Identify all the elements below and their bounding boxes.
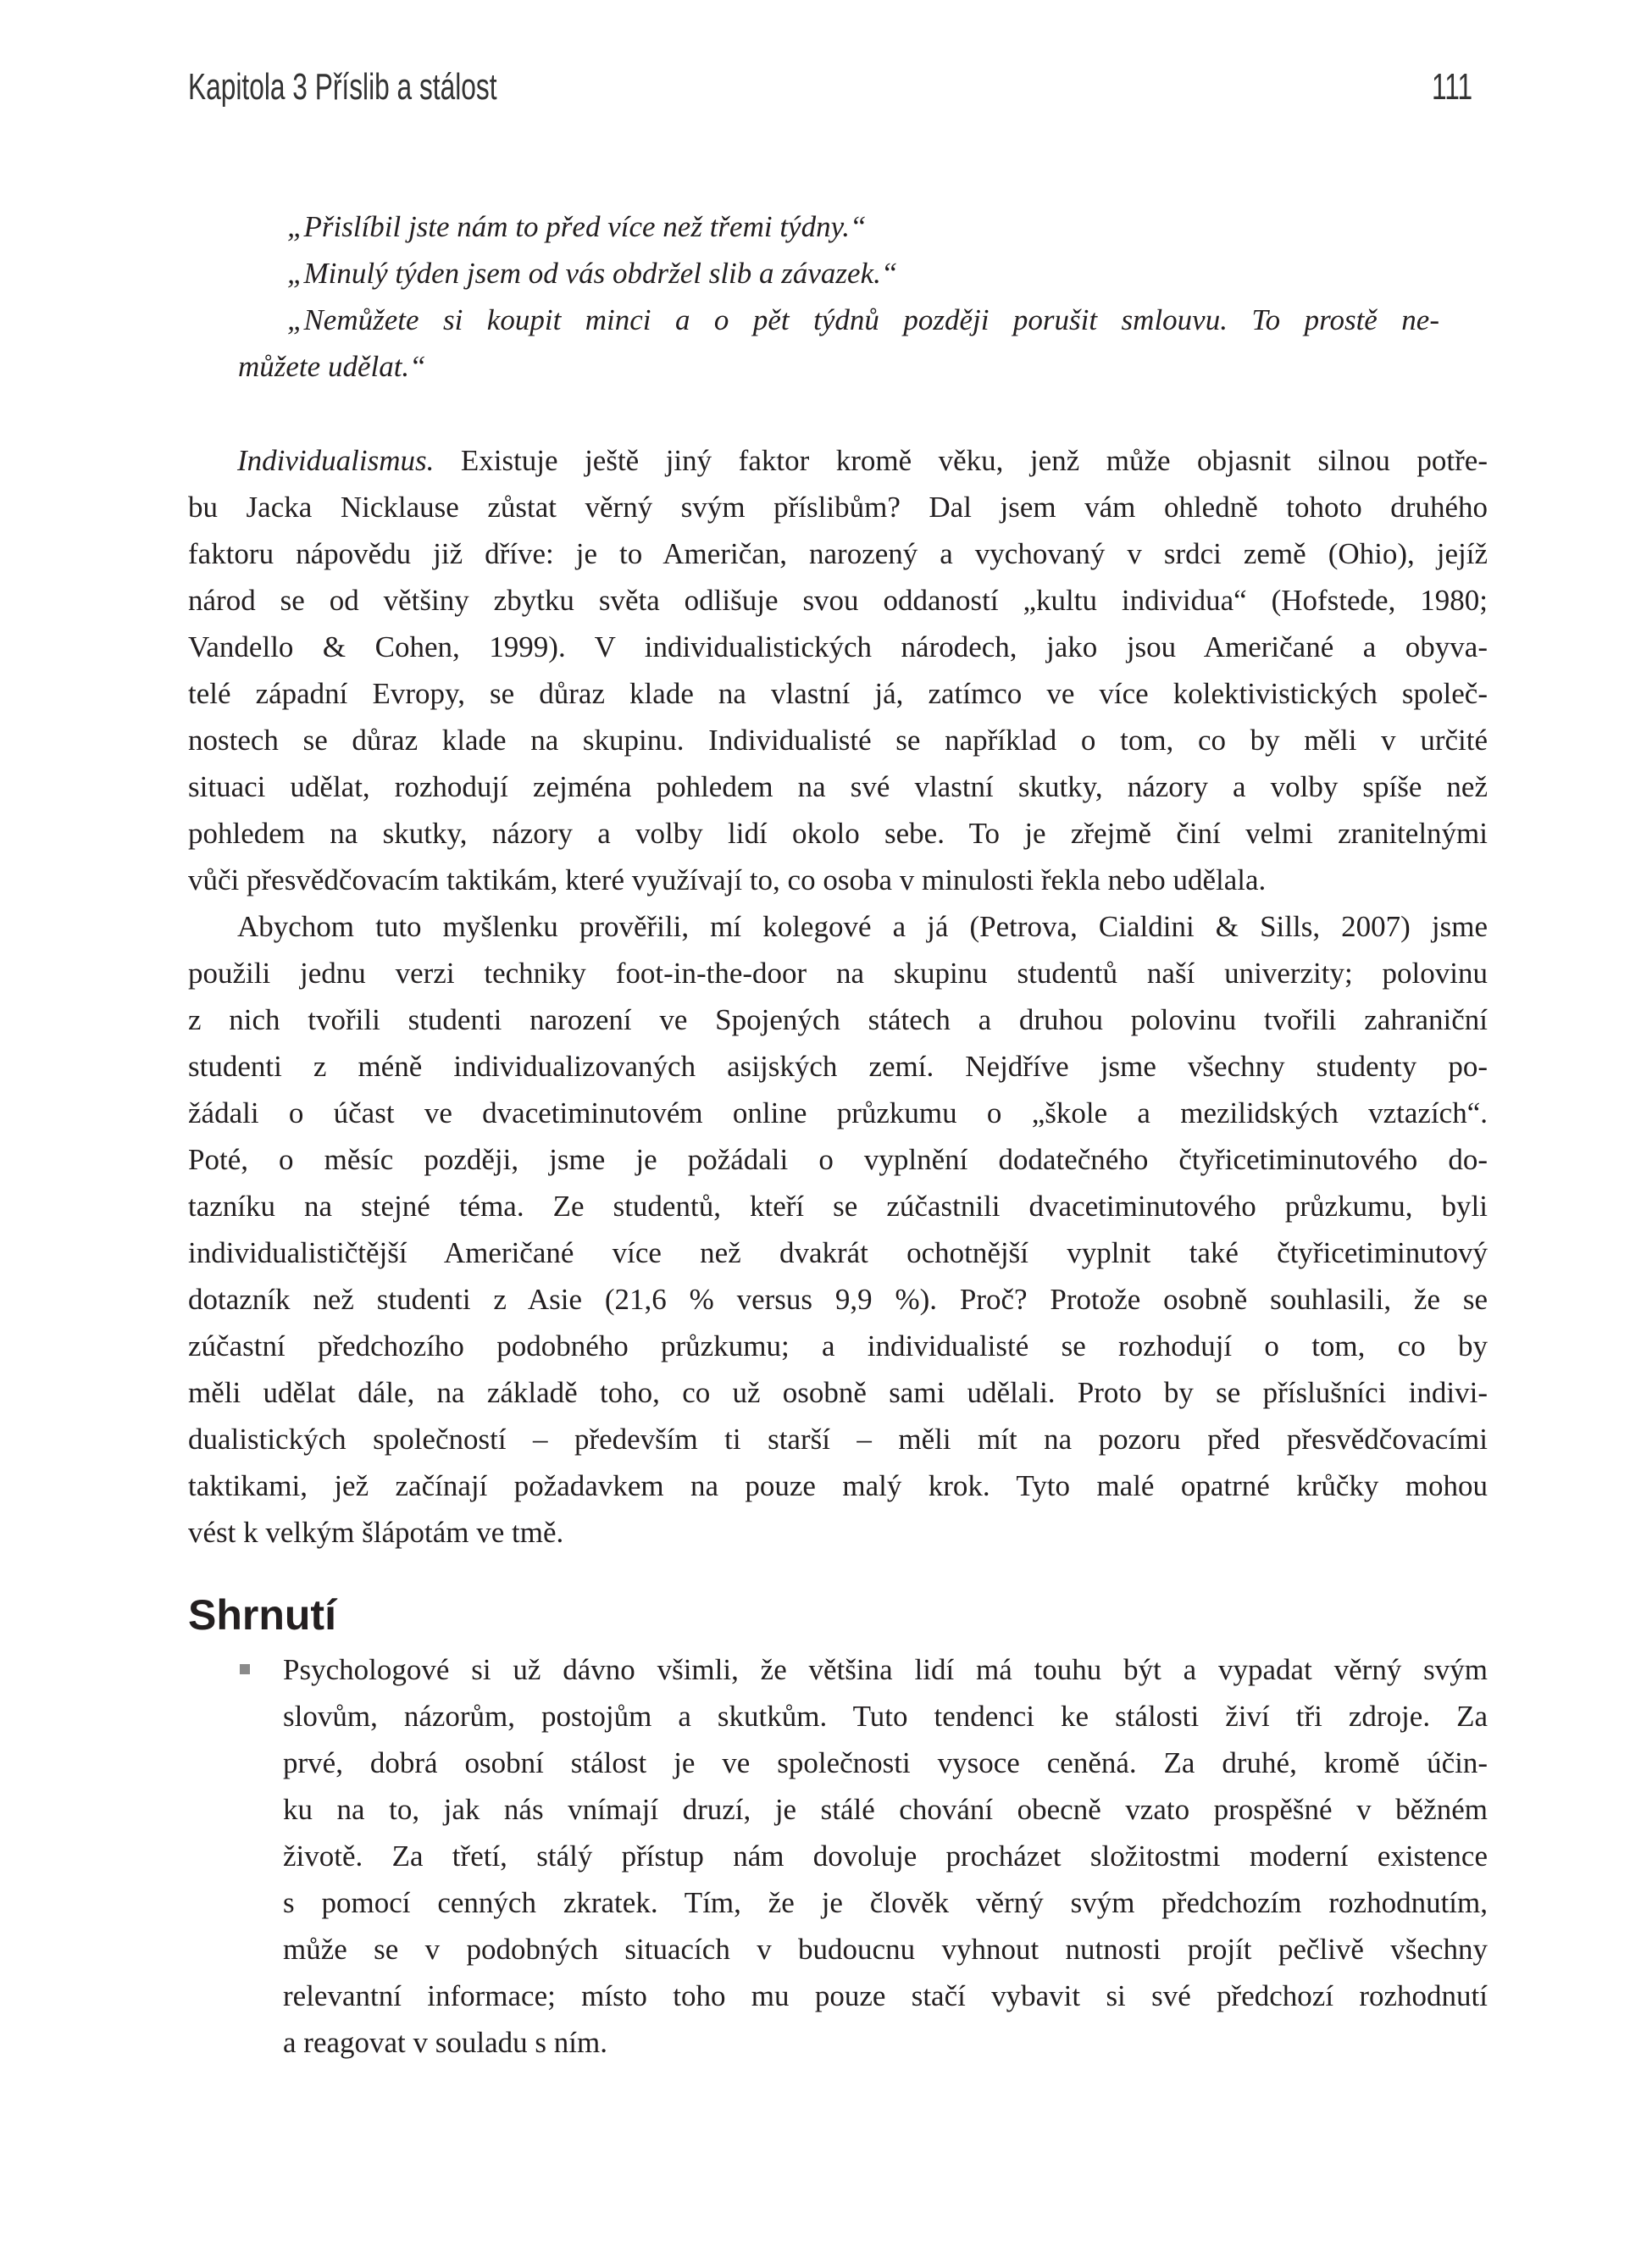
body-line: taktikami, jež začínají požadavkem na pouze malý krok. Tyto malé opatrné krůčky mohou	[188, 1469, 1488, 1502]
body-line: měli udělat dále, na základě toho, co už osobně sami udělali. Proto by se příslušníci indivi-	[188, 1376, 1488, 1409]
summary-heading: Shrnutí	[188, 1591, 336, 1639]
body-line: bu Jacka Nicklause zůstat věrný svým příslibům? Dal jsem vám ohledně tohoto druhého	[188, 491, 1488, 524]
summary-line: Psychologové si už dávno všimli, že většina lidí má touhu být a vypadat věrný svým	[283, 1653, 1488, 1686]
quote-line: můžete udělat.“	[238, 350, 426, 383]
body-line: národ se od většiny zbytku světa odlišuje svou oddaností „kultu individua“ (Hofstede, 1980;	[188, 584, 1488, 617]
quote-line: „Minulý týden jsem od vás obdržel slib a závazek.“	[287, 257, 898, 290]
page-number: 111	[1432, 66, 1473, 108]
square-bullet-icon	[240, 1664, 250, 1674]
summary-line: prvé, dobrá osobní stálost je ve společnosti vysoce ceněná. Za druhé, kromě účin-	[283, 1746, 1488, 1779]
quotes-block	[238, 203, 1439, 390]
body-line: situaci udělat, rozhodují zejména pohledem na své vlastní skutky, názory a volby spíše než	[188, 770, 1488, 803]
body-line: Poté, o měsíc později, jsme je požádali o vyplnění dodatečného čtyřicetiminutového do-	[188, 1143, 1488, 1176]
body-line: zúčastní předchozího podobného průzkumu; a individualisté se rozhodují o tom, co by	[188, 1329, 1488, 1362]
body-line: použili jednu verzi techniky foot-in-the-door na skupinu studentů naší univerzity; polovinu	[188, 957, 1488, 990]
body-line: studenti z méně individualizovaných asijských zemí. Nejdříve jsme všechny studenty po-	[188, 1050, 1488, 1083]
body-line: tazníku na stejné téma. Ze studentů, kteří se zúčastnili dvacetiminutového průzkumu, byli	[188, 1190, 1488, 1223]
body-line: telé západní Evropy, se důraz klade na vlastní já, zatímco ve více kolektivistických společ-	[188, 677, 1488, 710]
summary-line: může se v podobných situacích v budoucnu vyhnout nutnosti projít pečlivě všechny	[283, 1933, 1488, 1966]
body-line: z nich tvořili studenti narození ve Spojených státech a druhou polovinu tvořili zahraniční	[188, 1003, 1488, 1036]
body-line-text: Existuje ještě jiný faktor kromě věku, jenž může objasnit silnou potře-	[434, 444, 1488, 477]
body-line: vůči přesvědčovacím taktikám, které využívají to, co osoba v minulosti řekla nebo udělala.	[188, 863, 1267, 896]
body-line: pohledem na skutky, názory a volby lidí okolo sebe. To je zřejmě činí velmi zranitelnými	[188, 817, 1488, 850]
summary-line: s pomocí cenných zkratek. Tím, že je člověk věrný svým předchozím rozhodnutím,	[283, 1886, 1488, 1919]
body-line: vést k velkým šlápotám ve tmě.	[188, 1516, 564, 1549]
summary-bullet-text	[283, 1646, 1488, 2066]
summary-line: relevantní informace; místo toho mu pouze stačí vybavit si své předchozí rozhodnutí	[283, 1979, 1488, 2012]
body-line: dualistických společností – především ti starší – měli mít na pozoru před přesvědčovacími	[188, 1423, 1488, 1456]
running-head: Kapitola 3 Příslib a stálost	[188, 66, 497, 108]
lead-term: Individualismus.	[237, 444, 435, 477]
summary-line: a reagovat v souladu s ním.	[283, 2026, 607, 2059]
body-line	[188, 437, 1488, 484]
body-line: nostech se důraz klade na skupinu. Individualisté se například o tom, co by měli v určité	[188, 724, 1488, 757]
summary-line: životě. Za třetí, stálý přístup nám dovoluje procházet složitostmi moderní existence	[283, 1840, 1488, 1873]
body-line: individualističtější Američané více než dvakrát ochotnější vyplnit také čtyřicetiminutový	[188, 1236, 1488, 1269]
body-line: dotazník než studenti z Asie (21,6 % versus 9,9 %). Proč? Protože osobně souhlasili, že se	[188, 1283, 1488, 1316]
body-line: Vandello & Cohen, 1999). V individualistických národech, jako jsou Američané a obyva-	[188, 630, 1488, 663]
body-line: Abychom tuto myšlenku prověřili, mí kolegové a já (Petrova, Cialdini & Sills, 2007) jsme	[237, 910, 1488, 943]
quote-line: „Nemůžete si koupit minci a o pět týdnů později porušit smlouvu. To prostě ne-	[287, 303, 1439, 336]
summary-line: slovům, názorům, postojům a skutkům. Tuto tendenci ke stálosti živí tři zdroje. Za	[283, 1700, 1488, 1733]
summary-line: ku na to, jak nás vnímají druzí, je stálé chování obecně vzato prospěšné v běžném	[283, 1793, 1488, 1826]
body-line: faktoru nápovědu již dříve: je to Američan, narozený a vychovaný v srdci země (Ohio), jejíž	[188, 537, 1488, 570]
body-line: žádali o účast ve dvacetiminutovém online průzkumu o „škole a mezilidských vztazích“.	[188, 1096, 1488, 1129]
body-text	[188, 437, 1488, 1556]
quote-line: „Přislíbil jste nám to před více než třemi týdny.“	[287, 210, 867, 243]
